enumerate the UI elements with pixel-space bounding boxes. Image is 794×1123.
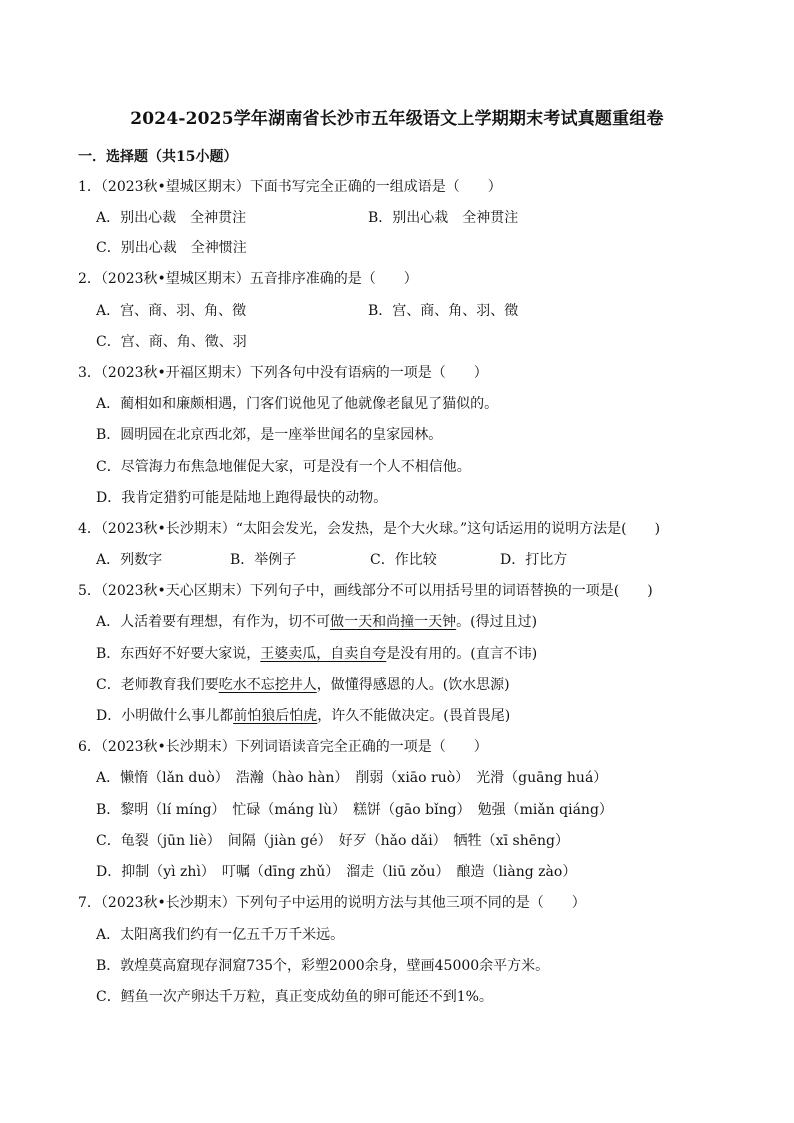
page-title: 2024-2025学年湖南省长沙市五年级语文上学期期末考试真题重组卷 [130, 109, 664, 129]
question-4-option-a: A．列数字 [96, 552, 163, 568]
question-4-stem: 4．（2023秋•长沙期末）“太阳会发光，会发热，是个大火球。”这句话运用的说明方法是( ) [78, 521, 661, 537]
underlined-phrase: 吃水不忘挖井人 [218, 677, 317, 693]
question-6-option-a: A．懒惰（lǎn duò） 浩瀚（hào hàn） 削弱（xiāo ruò） 光滑（guāng huá） [96, 770, 608, 786]
question-1-stem: 1．（2023秋•望城区期末）下面书写完全正确的一组成语是（ ） [78, 179, 502, 195]
question-2-option-b: B．宫、商、角、羽、徵 [368, 303, 519, 319]
question-6-stem: 6．（2023秋•长沙期末）下列词语读音完全正确的一项是（ ） [78, 739, 488, 755]
question-7-option-c: C．鳕鱼一次产卵达千万粒，真正变成幼鱼的卵可能还不到1%。 [96, 989, 493, 1005]
underlined-phrase: 前怕狼后怕虎 [233, 708, 318, 724]
question-4-option-c: C．作比较 [370, 552, 437, 568]
option-text: C．老师教育我们要 [96, 677, 219, 693]
question-3-option-d: D．我肯定猎豹可能是陆地上跑得最快的动物。 [96, 490, 388, 506]
option-text: ，做懂得感恩的人。(饮水思源) [316, 677, 510, 693]
option-text: 是没有用的。(直言不讳) [386, 646, 538, 662]
question-5-option-c [96, 674, 510, 694]
option-text: B．东西好不好要大家说， [96, 646, 261, 662]
underlined-phrase: 王婆卖瓜，自卖自夸 [260, 646, 387, 662]
question-7-option-b: B．敦煌莫高窟现存洞窟735个，彩塑2000余身，壁画45000余平方米。 [96, 958, 550, 974]
option-text: D．小明做什么事儿都 [96, 708, 234, 724]
question-5-option-a [96, 611, 537, 631]
question-2-stem: 2．（2023秋•望城区期末）五音排序准确的是（ ） [78, 271, 418, 287]
question-3-option-c: C．尽管海力布焦急地催促大家，可是没有一个人不相信他。 [96, 459, 471, 475]
question-1-option-b: B．别出心栽 全神贯注 [368, 210, 519, 226]
underlined-phrase: 做一天和尚撞一天钟 [330, 614, 457, 630]
question-5-stem: 5．（2023秋•天心区期末）下列句子中，画线部分不可以用括号里的词语替换的一项是( ) [78, 583, 653, 599]
option-text: ，许久不能做决定。(畏首畏尾) [317, 708, 511, 724]
question-6-option-b: B．黎明（lí míng） 忙碌（máng lù） 糕饼（gāo bǐng） 勉强（miǎn qiáng） [96, 802, 613, 818]
question-3-option-a: A．蔺相如和廉颇相遇，门客们说他见了他就像老鼠见了猫似的。 [96, 396, 499, 412]
question-7-stem: 7．（2023秋•长沙期末）下列句子中运用的说明方法与其他三项不同的是（ ） [78, 895, 586, 911]
question-2-option-c: C．宫、商、角、徵、羽 [96, 334, 247, 350]
question-1-option-a: A．别出心裁 全神贯注 [96, 210, 247, 226]
question-5-option-b [96, 643, 537, 663]
question-2-option-a: A．宫、商、羽、角、徵 [96, 303, 247, 319]
section-title: 一．选择题（共15小题） [78, 149, 238, 165]
question-6-option-c: C．龟裂（jūn liè） 间隔（jiàn gé） 好歹（hǎo dǎi） 牺牲（xī shēng） [96, 833, 569, 849]
question-4-option-b: B．举例子 [230, 552, 297, 568]
option-text: 。(得过且过) [456, 614, 538, 630]
question-3-stem: 3．（2023秋•开福区期末）下列各句中没有语病的一项是（ ） [78, 365, 488, 381]
question-6-option-d: D．抑制（yì zhì） 叮嘱（dīng zhǔ） 溜走（liū zǒu） 酿造（liàng zào） [96, 864, 577, 880]
question-5-option-d [96, 705, 510, 725]
question-7-option-a: A．太阳离我们约有一亿五千万千米远。 [96, 927, 345, 943]
question-1-option-c: C．别出心裁 全神惯注 [96, 240, 247, 256]
option-text: A．人活着要有理想，有作为，切不可 [96, 614, 331, 630]
question-4-option-d: D．打比方 [500, 552, 568, 568]
question-3-option-b: B．圆明园在北京西北郊，是一座举世闻名的皇家园林。 [96, 427, 443, 443]
